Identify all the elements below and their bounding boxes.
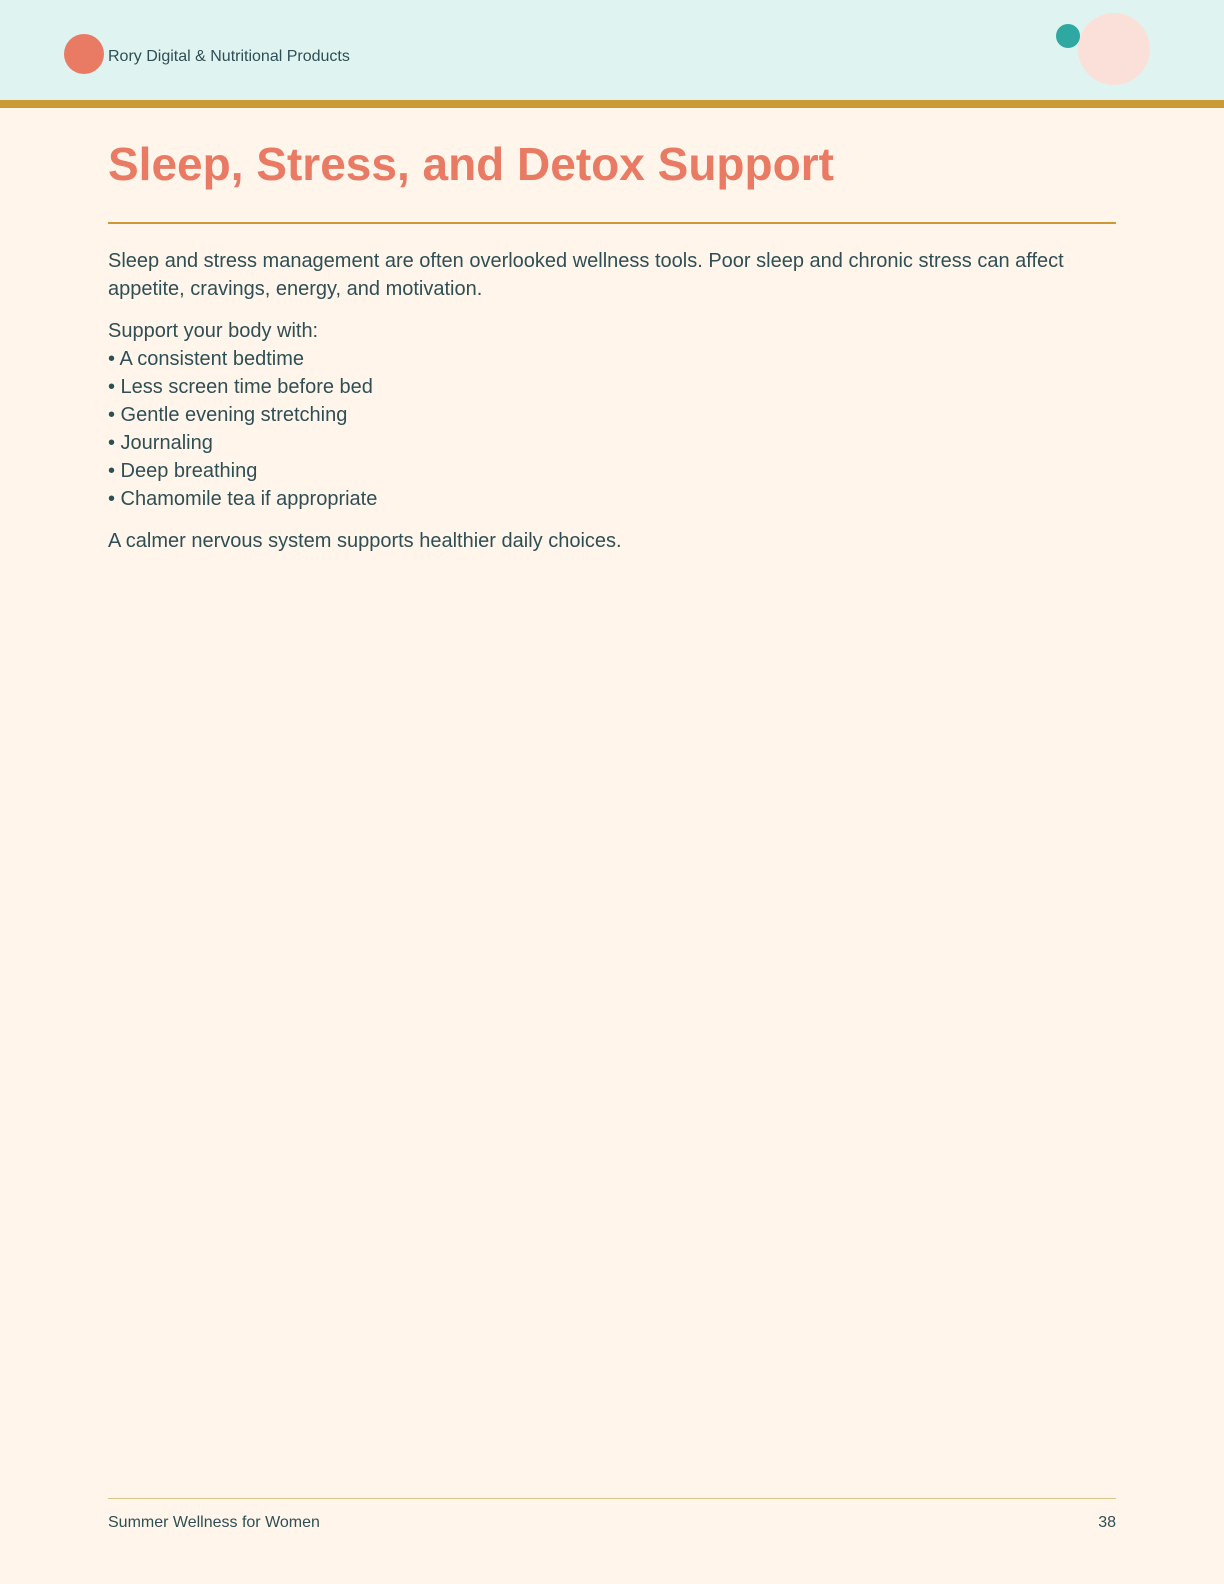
decorative-pink-circle <box>1078 13 1150 85</box>
list-item: • Gentle evening stretching <box>108 404 348 426</box>
intro-paragraph: Sleep and stress management are often overlooked wellness tools. Poor sleep and chronic stress can affect appetite, cravings, energy, and motivation. <box>108 250 1064 300</box>
title-divider <box>108 222 1116 224</box>
page-body <box>108 247 1108 555</box>
list-item: • Journaling <box>108 432 213 454</box>
page-title: Sleep, Stress, and Detox Support <box>108 138 834 190</box>
support-list <box>108 345 1108 513</box>
list-item: • Deep breathing <box>108 460 258 482</box>
list-item: • Less screen time before bed <box>108 376 373 398</box>
list-item: • Chamomile tea if appropriate <box>108 488 378 510</box>
closing-paragraph: A calmer nervous system supports healthier daily choices. <box>108 530 622 552</box>
page-number: 38 <box>1098 1514 1116 1531</box>
header-accent-band <box>0 100 1224 108</box>
list-item: • A consistent bedtime <box>108 348 305 370</box>
decorative-teal-circle <box>1056 24 1080 48</box>
brand-name: Rory Digital & Nutritional Products <box>108 48 350 65</box>
footer-divider <box>108 1498 1116 1499</box>
list-heading: Support your body with: <box>108 320 319 342</box>
brand-logo-dot <box>64 34 104 74</box>
footer-book-title: Summer Wellness for Women <box>108 1514 320 1531</box>
